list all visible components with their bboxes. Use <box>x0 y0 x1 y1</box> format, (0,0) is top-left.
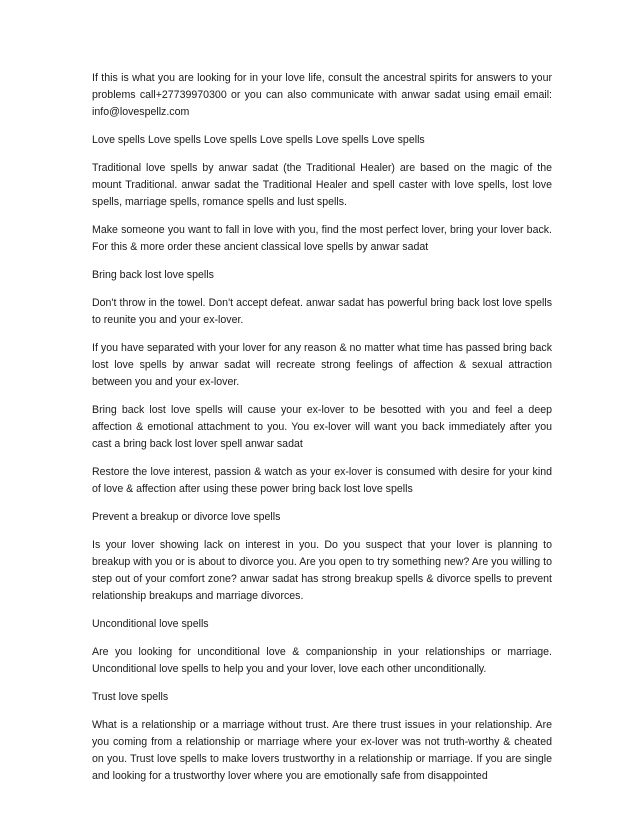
paragraph-traditional: Traditional love spells by anwar sadat (the Traditional Healer) are based on the magic of the mount Traditional. anwar sadat the Traditional Healer and spell caster with love spells, lost love spells, marriage spells, romance spells and lust spells. <box>92 162 552 208</box>
paragraph-separated: If you have separated with your lover for any reason & no matter what time has passed bring back lost love spells by anwar sadat will recreate strong feelings of affection & sexual attraction between you and your ex-lover. <box>92 342 552 388</box>
heading-unconditional: Unconditional love spells <box>92 618 209 630</box>
paragraph-love-spells-repeat: Love spells Love spells Love spells Love spells Love spells Love spells <box>92 134 425 146</box>
paragraph-dont-throw: Don't throw in the towel. Don't accept defeat. anwar sadat has powerful bring back lost love spells to reunite you and your ex-lover. <box>92 297 552 326</box>
heading-trust: Trust love spells <box>92 691 169 703</box>
paragraph-trust: What is a relationship or a marriage without trust. Are there trust issues in your relationship. Are you coming from a relationship or marriage where your ex-lover was not truth-worthy & cheated on you. Trust love spells to make lovers trustworthy in a relationship or marriage. If you are single and looking for a trustworthy lover where you are emotionally safe from disappointed <box>92 719 552 782</box>
paragraph-restore: Restore the love interest, passion & watch as your ex-lover is consumed with desire for your kind of love & affection after using these power bring back lost love spells <box>92 466 552 495</box>
paragraph-lack-interest: Is your lover showing lack on interest in you. Do you suspect that your lover is planning to breakup with you or is about to divorce you. Are you open to try something new? Are you willing to step out of your comfort zone? anwar sadat has strong breakup spells & divorce spells to prevent relationship breakups and marriage divorces. <box>92 539 552 602</box>
paragraph-besotted: Bring back lost love spells will cause your ex-lover to be besotted with you and feel a deep affection & emotional attachment to you. You ex-lover will want you back immediately after you cast a bring back lost lover spell anwar sadat <box>92 404 552 450</box>
heading-bring-back: Bring back lost love spells <box>92 269 214 281</box>
paragraph-intro: If this is what you are looking for in your love life, consult the ancestral spirits for answers to your problems call+27739970300 or you can also communicate with anwar sadat using email email: info@lovespellz.com <box>92 72 552 118</box>
heading-prevent-breakup: Prevent a breakup or divorce love spells <box>92 511 281 523</box>
paragraph-make-someone: Make someone you want to fall in love with you, find the most perfect lover, bring your lover back. For this & more order these ancient classical love spells by anwar sadat <box>92 224 552 253</box>
paragraph-unconditional: Are you looking for unconditional love & companionship in your relationships or marriage. Unconditional love spells to help you and your lover, love each other unconditionally. <box>92 646 552 675</box>
document-body <box>92 70 552 796</box>
